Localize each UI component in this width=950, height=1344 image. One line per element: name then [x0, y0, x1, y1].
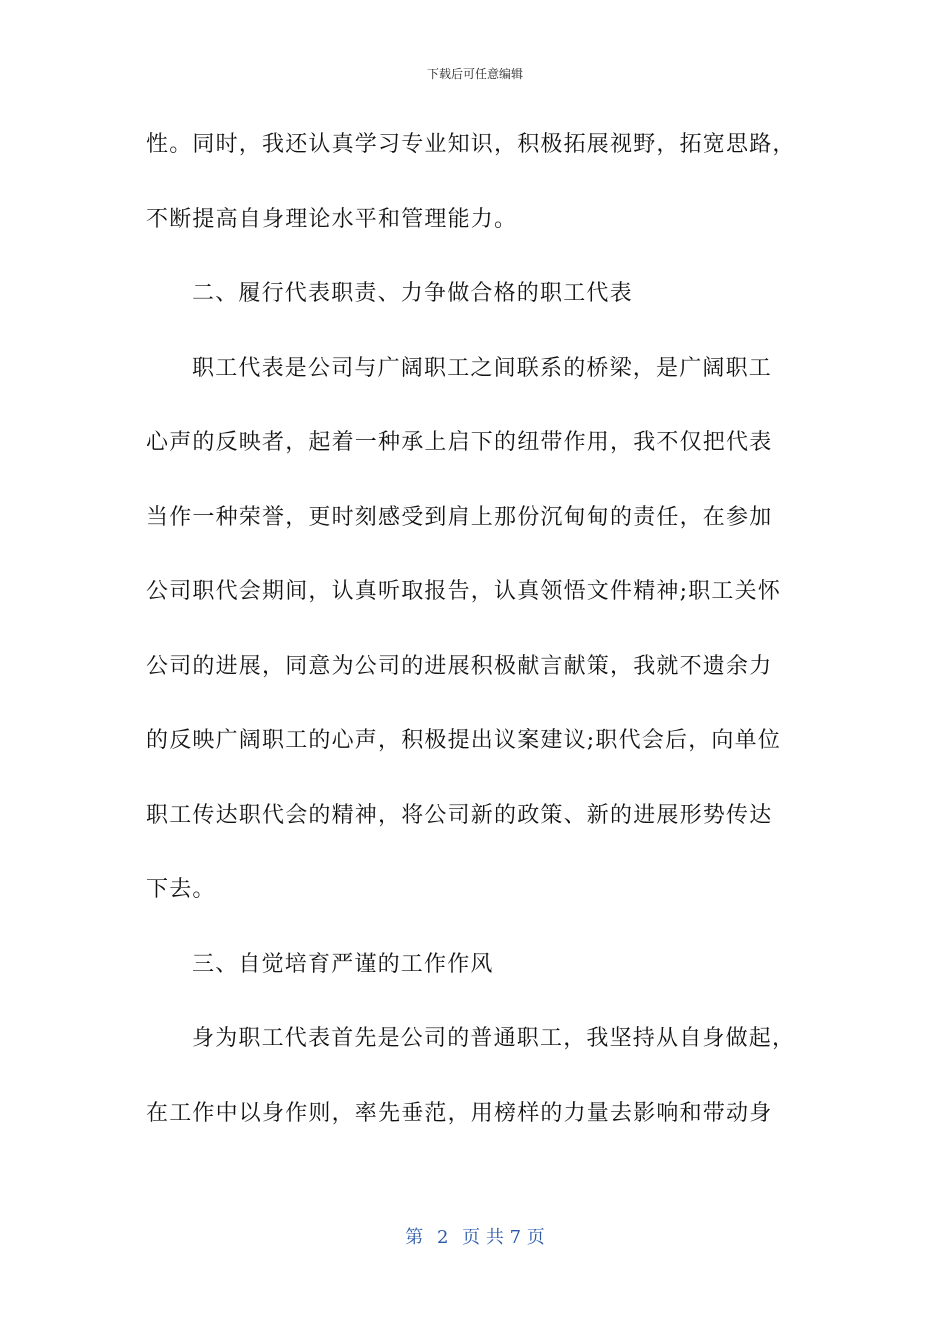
body-line-6: 当作一种荣誉，更时刻感受到肩上那份沉甸甸的责任，在参加	[146, 504, 773, 530]
body-line-13: 身为职工代表首先是公司的普通职工，我坚持从自身做起，	[192, 1026, 796, 1051]
body-line-1: 性。同时，我还认真学习专业知识，积极拓展视野，拓宽思路，	[146, 132, 796, 157]
page-label-prefix: 第	[405, 1227, 424, 1248]
body-line-5: 心声的反映者，起着一种承上启下的纽带作用，我不仅把代表	[146, 430, 773, 455]
body-line-8: 公司的进展，同意为公司的进展积极献言献策，我就不遗余力	[146, 653, 773, 679]
page-header	[0, 66, 950, 82]
body-line-4: 职工代表是公司与广阔职工之间联系的桥梁，是广阔职工	[192, 355, 773, 381]
body-line-2: 不断提高自身理论水平和管理能力。	[146, 206, 518, 232]
page-footer	[0, 1226, 950, 1250]
body-line-11: 下去。	[146, 877, 216, 902]
body-line-14: 在工作中以身作则，率先垂范，用榜样的力量去影响和带动身	[146, 1100, 773, 1126]
header-note: 下载后可任意编辑	[426, 67, 523, 81]
section-heading-3: 三、自觉培育严谨的工作作风	[192, 951, 494, 977]
current-page-number: 2	[436, 1227, 449, 1248]
body-line-9: 的反映广阔职工的心声，积极提出议案建议;职代会后，向单位	[146, 728, 782, 753]
total-page-number: 7	[509, 1227, 522, 1248]
page-label-suffix: 页	[526, 1227, 545, 1248]
document-body	[146, 125, 826, 1168]
body-line-10: 职工传达职代会的精神，将公司新的政策、新的进展形势传达	[146, 802, 773, 828]
section-heading-2: 二、履行代表职责、力争做合格的职工代表	[192, 281, 633, 306]
page-label-middle: 页 共	[462, 1227, 504, 1248]
body-line-7: 公司职代会期间，认真听取报告，认真领悟文件精神;职工关怀	[146, 579, 782, 604]
